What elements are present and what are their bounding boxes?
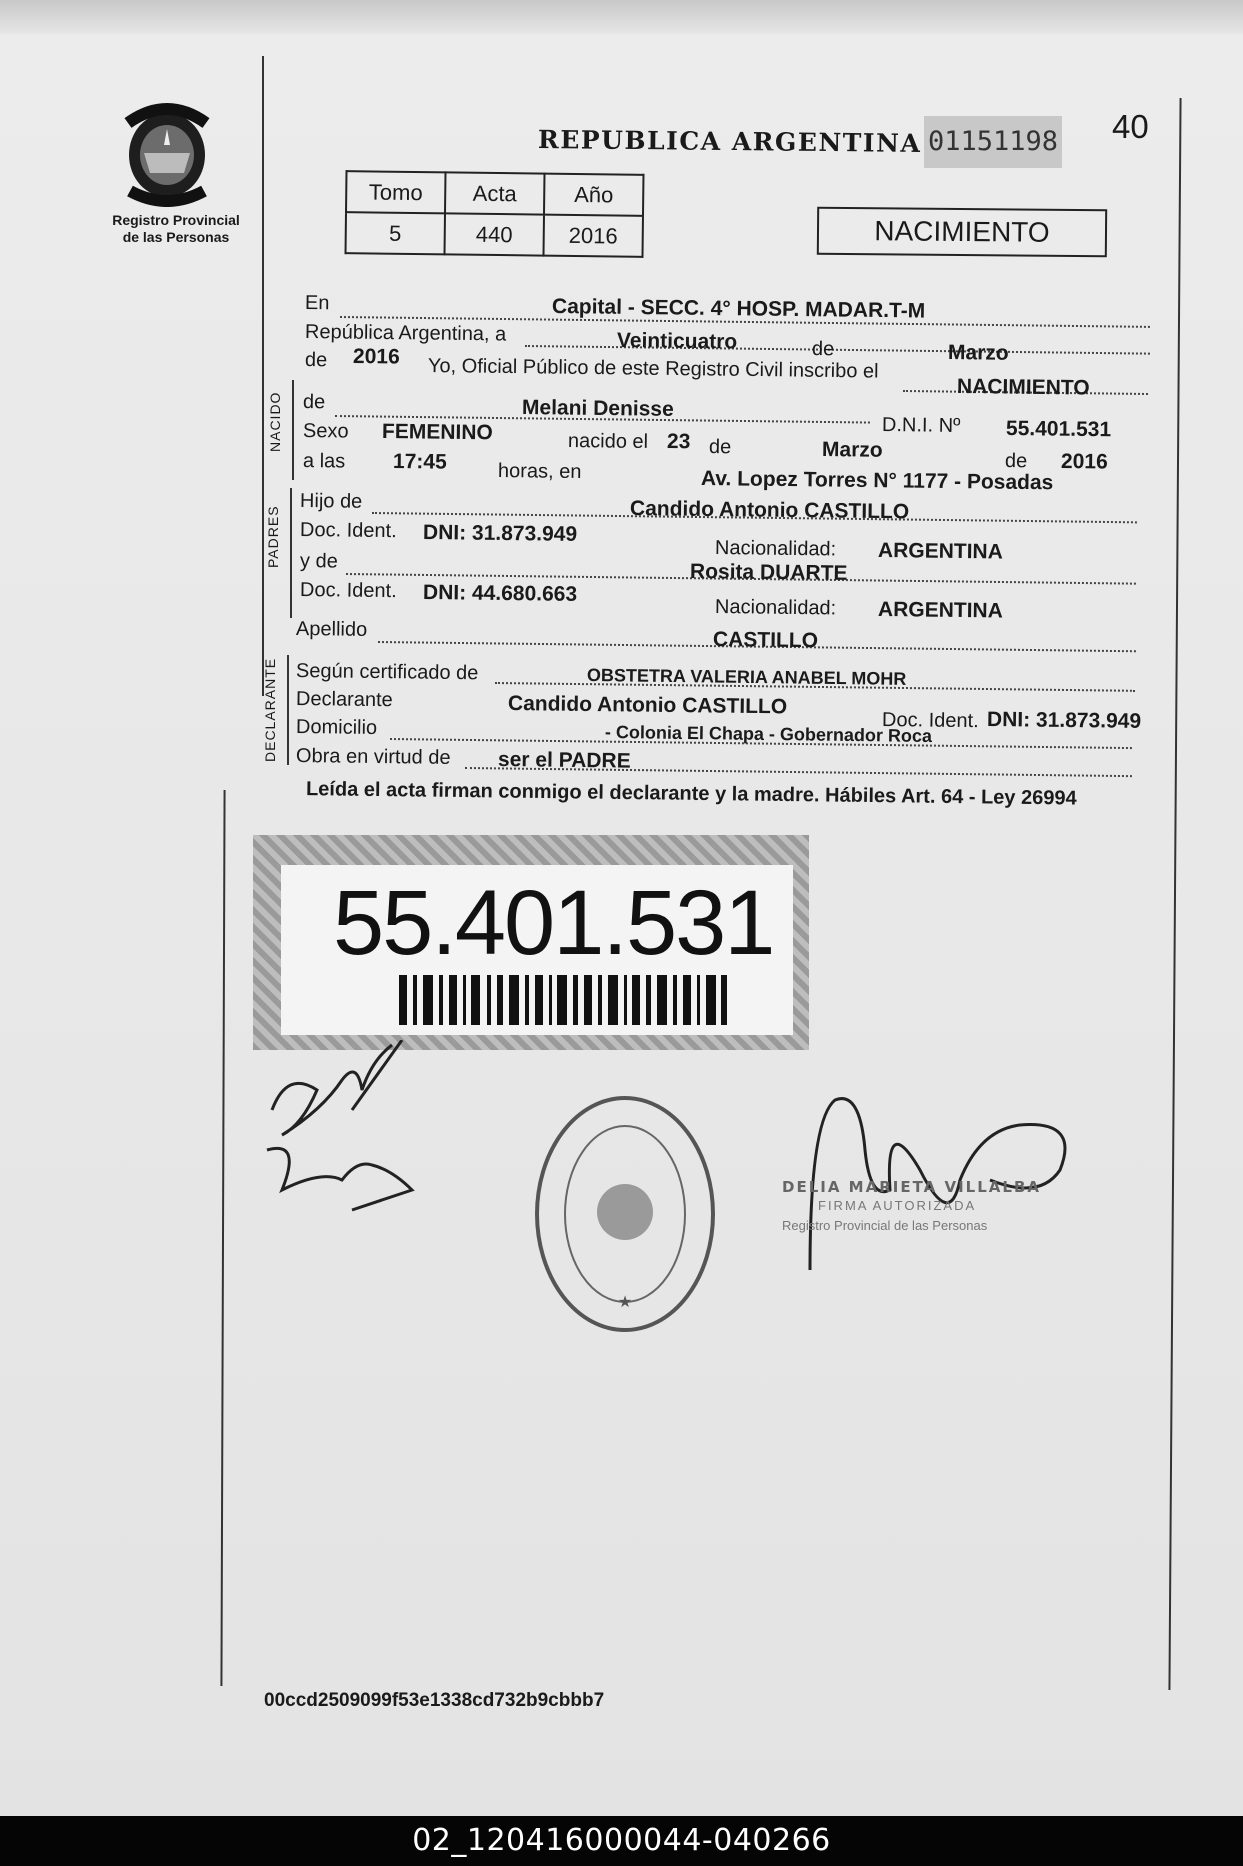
label-apellido: Apellido (295, 618, 368, 641)
label-de-name: de (302, 391, 326, 414)
section-declarante: DECLARANTE (262, 657, 278, 762)
section-nacido: NACIDO (267, 391, 283, 452)
padres-bracket (290, 488, 292, 618)
value-lugar: Capital - SECC. 4° HOSP. MADAR.T-M (551, 295, 926, 323)
nacido-bracket (292, 380, 294, 480)
label-sexo: Sexo (302, 420, 349, 443)
official-seal-icon (530, 1092, 720, 1337)
label-de-month: de (708, 436, 732, 459)
label-doc-ident-2: Doc. Ident. (299, 579, 397, 603)
register-header-tomo: Tomo (346, 171, 445, 213)
record-type-box: NACIMIENTO (817, 207, 1107, 258)
value-mes: Marzo (947, 341, 1009, 365)
svg-text:★: ★ (617, 1292, 633, 1311)
value-doc-declarante: DNI: 31.873.949 (986, 708, 1142, 733)
label-a-las: a las (302, 450, 346, 473)
page-number: 40 (1112, 108, 1149, 145)
value-domicilio: - Colonia El Chapa - Gobernador Roca (604, 722, 933, 746)
value-nac-madre: ARGENTINA (877, 598, 1003, 623)
official-org: Registro Provincial de las Personas (782, 1218, 988, 1233)
value-padre: Candido Antonio CASTILLO (629, 497, 910, 524)
registry-label-line2: de las Personas (122, 229, 230, 245)
value-hora: 17:45 (392, 450, 447, 474)
value-madre: Rosita DUARTE (689, 560, 848, 585)
label-hijo-de: Hijo de (299, 490, 363, 513)
label-segun: Según certificado de (295, 660, 479, 685)
label-oficial: Yo, Oficial Público de este Registro Civil inscribo el (427, 355, 879, 383)
left-margin-line (262, 56, 264, 696)
label-de2: de (304, 349, 328, 372)
value-domicilio-nac: Av. Lopez Torres N° 1177 - Posadas (700, 467, 1054, 495)
left-margin-line-lower (220, 790, 225, 1686)
barcode-icon (399, 975, 729, 1025)
registry-label-line1: Registro Provincial (112, 212, 240, 228)
register-table (344, 170, 644, 258)
value-mes-nac: Marzo (821, 438, 883, 462)
register-header-anio: Año (544, 174, 643, 216)
dni-sticker (253, 835, 809, 1050)
register-value-acta: 440 (445, 213, 544, 255)
value-anio: 2016 (352, 345, 400, 369)
label-doc-ident-1: Doc. Ident. (299, 519, 397, 543)
label-en: En (304, 292, 330, 315)
footer-id-bar (0, 1816, 1243, 1866)
label-obra: Obra en virtud de (295, 745, 451, 769)
right-margin-line (1168, 98, 1181, 1690)
document-hash: 00ccd2509099f53e1338cd732b9cbbb7 (264, 1690, 605, 1711)
registry-label (86, 212, 266, 246)
closing-text: Leída el acta firman conmigo el declarante y la madre. Hábiles Art. 64 - Ley 26994 (305, 778, 1077, 810)
label-de: de (811, 338, 835, 361)
dni-sticker-number: 55.401.531 (333, 872, 774, 974)
label-domicilio: Domicilio (295, 716, 378, 739)
footer-id: 02_120416000044-040266 (412, 1823, 831, 1858)
official-name: DELIA MARIETA VILLALBA (782, 1178, 1041, 1196)
label-de-year: de (1004, 450, 1028, 473)
value-sexo: FEMENINO (381, 420, 493, 445)
country-title: REPUBLICA ARGENTINA (537, 124, 922, 159)
serial-number: 01151198 (924, 116, 1062, 168)
value-doc-madre: DNI: 44.680.663 (422, 581, 578, 606)
register-header-acta: Acta (445, 172, 544, 214)
label-doc-ident-3: Doc. Ident. (881, 709, 979, 733)
label-nacionalidad-2: Nacionalidad: (714, 596, 837, 620)
value-certificado: OBSTETRA VALERIA ANABEL MOHR (586, 665, 907, 689)
label-nacido-el: nacido el (567, 430, 649, 453)
register-value-anio: 2016 (543, 215, 642, 257)
label-declarante: Declarante (295, 688, 393, 712)
declarant-signature-icon (262, 1040, 422, 1220)
declarante-bracket (287, 655, 289, 765)
register-value-tomo: 5 (346, 212, 445, 254)
section-padres: PADRES (265, 505, 281, 568)
value-dni: 55.401.531 (1005, 417, 1112, 442)
province-seal-icon (114, 95, 220, 207)
value-dia-letras: Veinticuatro (616, 329, 738, 354)
official-role: FIRMA AUTORIZADA (818, 1198, 977, 1213)
label-republica: República Argentina, a (304, 321, 507, 346)
dni-sticker-label (281, 865, 793, 1035)
label-dni: D.N.I. Nº (881, 414, 961, 437)
value-declarante: Candido Antonio CASTILLO (507, 692, 788, 719)
value-obra: ser el PADRE (497, 748, 631, 773)
label-horas-en: horas, en (497, 460, 582, 484)
value-doc-padre: DNI: 31.873.949 (422, 521, 578, 546)
value-nombre: Melani Denisse (521, 396, 674, 421)
value-nac-padre: ARGENTINA (877, 539, 1003, 564)
label-nacionalidad-1: Nacionalidad: (714, 537, 837, 561)
label-y-de: y de (299, 550, 338, 573)
value-apellido: CASTILLO (712, 628, 819, 653)
page-top-shadow (0, 0, 1243, 34)
value-acto: NACIMIENTO (956, 375, 1090, 400)
value-anio-nac: 2016 (1060, 450, 1108, 474)
value-dia: 23 (666, 430, 691, 454)
